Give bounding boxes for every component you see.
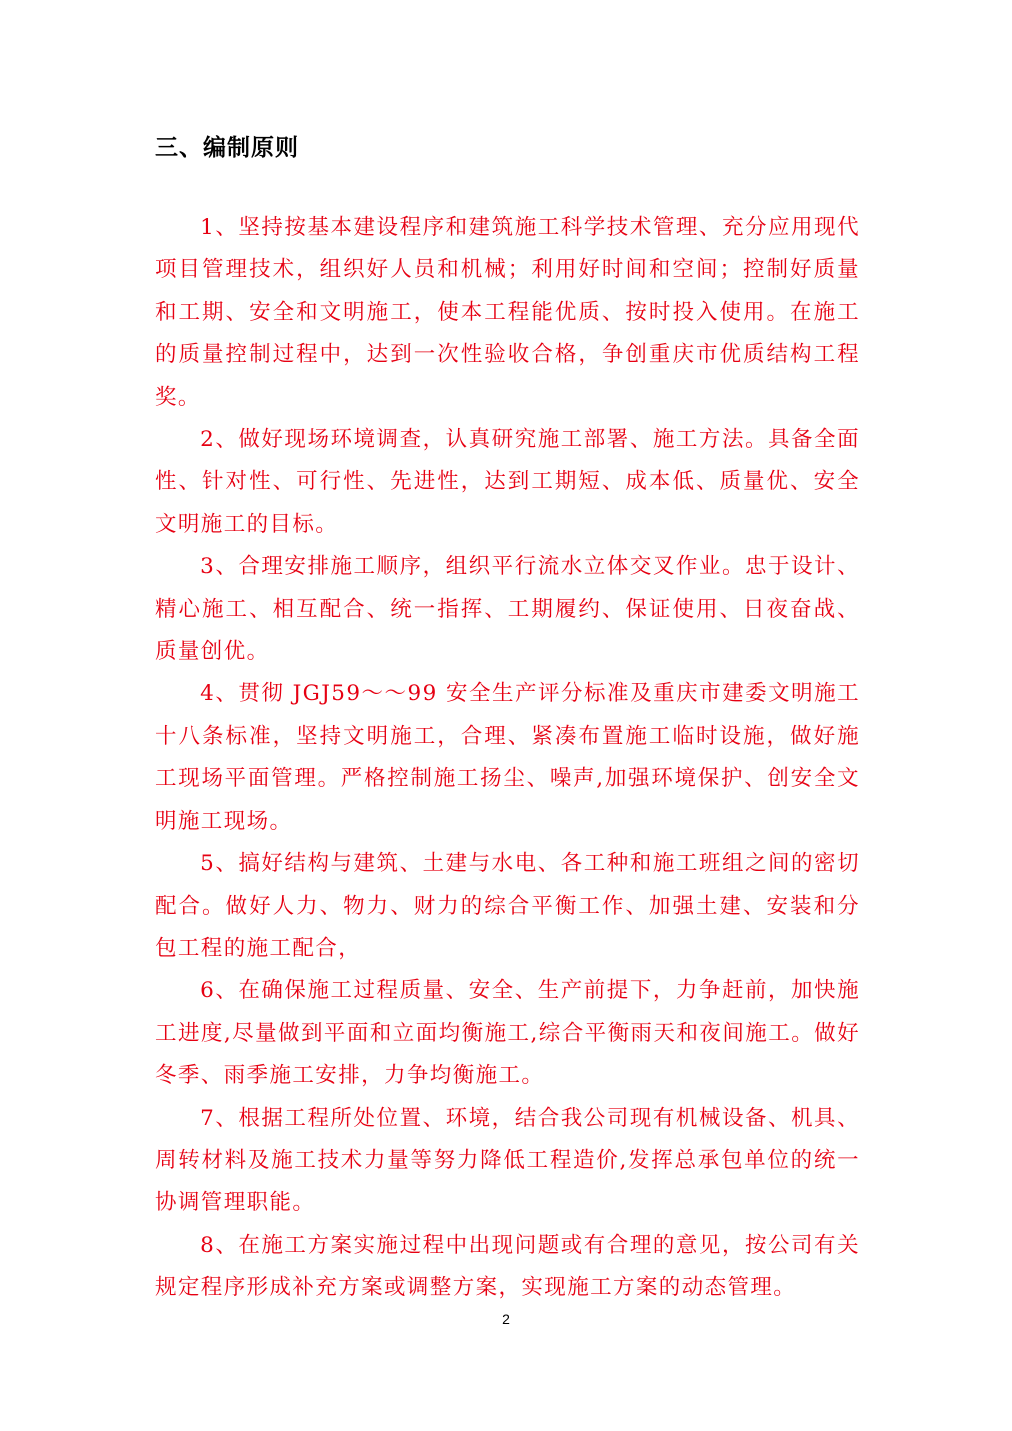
paragraph-3: 3、合理安排施工顺序，组织平行流水立体交叉作业。忠于设计、精心施工、相互配合、统一指挥、工期履约、保证使用、日夜奋战、质量创优。: [155, 554, 860, 665]
paragraph-5: 5、搞好结构与建筑、土建与水电、各工种和施工班组之间的密切配合。做好人力、物力、财力的综合平衡工作、加强土建、安装和分包工程的施工配合，: [155, 851, 860, 961]
page-number: 2: [502, 1311, 510, 1327]
paragraph-2: 2、做好现场环境调查，认真研究施工部署、施工方法。具备全面性、针对性、可行性、先进性，达到工期短、成本低、质量优、安全文明施工的目标。: [155, 427, 860, 537]
section-body: [155, 207, 860, 1310]
section-heading: 三、编制原则: [155, 135, 299, 161]
paragraph-4: 4、贯彻 JGJ59～～99 安全生产评分标准及重庆市建委文明施工十八条标准，坚持文明施工，合理、紧凑布置施工临时设施，做好施工现场平面管理。严格控制施工扬尘、噪声,加强环境保护、创安全文明施工现场。: [155, 681, 860, 834]
paragraph-8: 8、在施工方案实施过程中出现问题或有合理的意见，按公司有关规定程序形成补充方案或调整方案，实现施工方案的动态管理。: [155, 1232, 860, 1301]
paragraph-6: 6、在确保施工过程质量、安全、生产前提下，力争赶前，加快施工进度,尽量做到平面和立面均衡施工,综合平衡雨天和夜间施工。做好冬季、雨季施工安排，力争均衡施工。: [155, 978, 860, 1089]
paragraph-1: 1、坚持按基本建设程序和建筑施工科学技术管理、充分应用现代项目管理技术，组织好人员和机械；利用好时间和空间；控制好质量和工期、安全和文明施工，使本工程能优质、按时投入使用。在施工的质量控制过程中，达到一次性验收合格，争创重庆市优质结构工程奖。: [155, 215, 860, 410]
paragraph-7: 7、根据工程所处位置、环境，结合我公司现有机械设备、机具、周转材料及施工技术力量等努力降低工程造价,发挥总承包单位的统一协调管理职能。: [155, 1105, 860, 1216]
